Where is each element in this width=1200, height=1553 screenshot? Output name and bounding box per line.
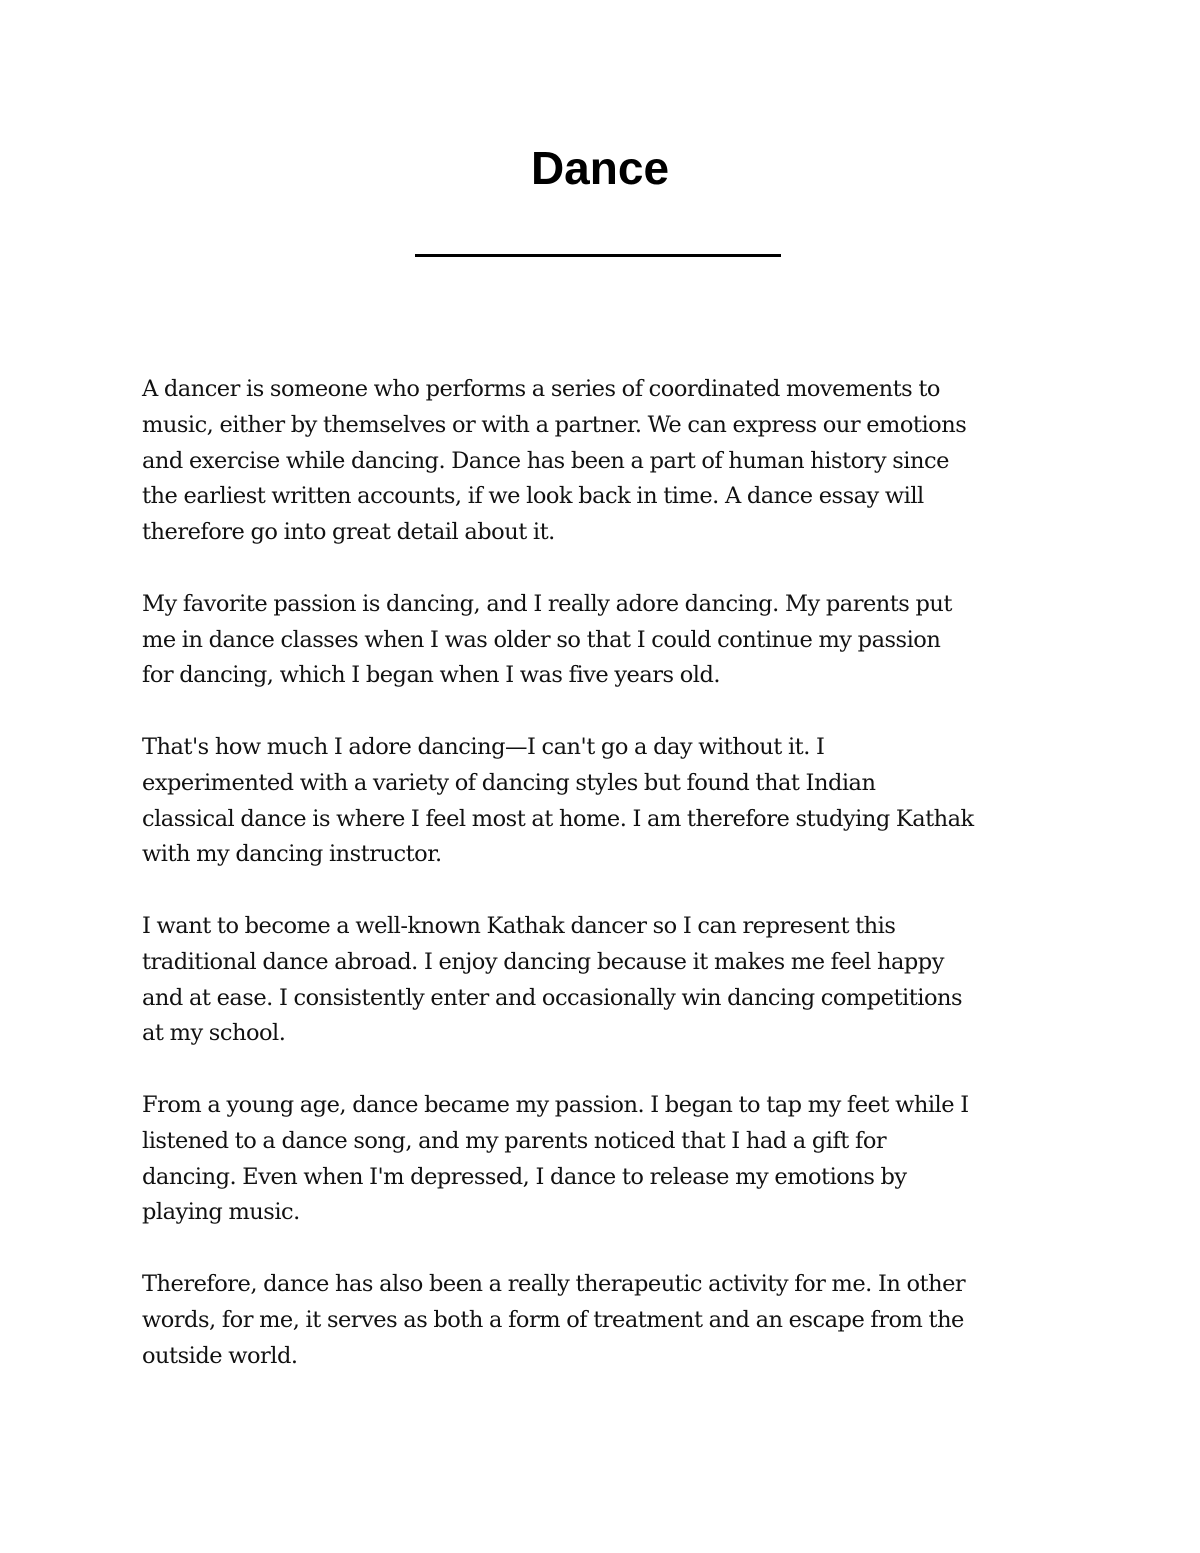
paragraph-6: Therefore, dance has also been a really therapeutic activity for me. In other words, for me, it serves as both a form of treatment and an escape from the outside world. <box>142 1270 966 1369</box>
paragraph-2: My favorite passion is dancing, and I really adore dancing. My parents put me in dance classes when I was older so that I could continue my passion for dancing, which I began when I was five years old. <box>142 590 952 689</box>
paragraph-1: A dancer is someone who performs a series of coordinated movements to music, either by themselves or with a partner. We can express our emotions and exercise while dancing. Dance has been a part of human history since the earliest written accounts, if we look back in time. A dance essay will therefore go into great detail about it. <box>142 376 967 546</box>
paragraph-5: From a young age, dance became my passion. I began to tap my feet while I listened to a dance song, and my parents noticed that I had a gift for dancing. Even when I'm depressed, I dance to release my emotions by playing music. <box>142 1091 969 1226</box>
title-underline <box>415 254 781 257</box>
essay-body <box>142 372 1072 1410</box>
paragraph-3: That's how much I adore dancing—I can't go a day without it. I experimented with a variety of dancing styles but found that Indian classical dance is where I feel most at home. I am therefore studying Kathak with my dancing instructor. <box>142 733 974 868</box>
paragraph-4: I want to become a well-known Kathak dancer so I can represent this traditional dance abroad. I enjoy dancing because it makes me feel happy and at ease. I consistently enter and occasionally win dancing competitions at my school. <box>142 912 963 1047</box>
page-title: Dance <box>530 142 670 194</box>
